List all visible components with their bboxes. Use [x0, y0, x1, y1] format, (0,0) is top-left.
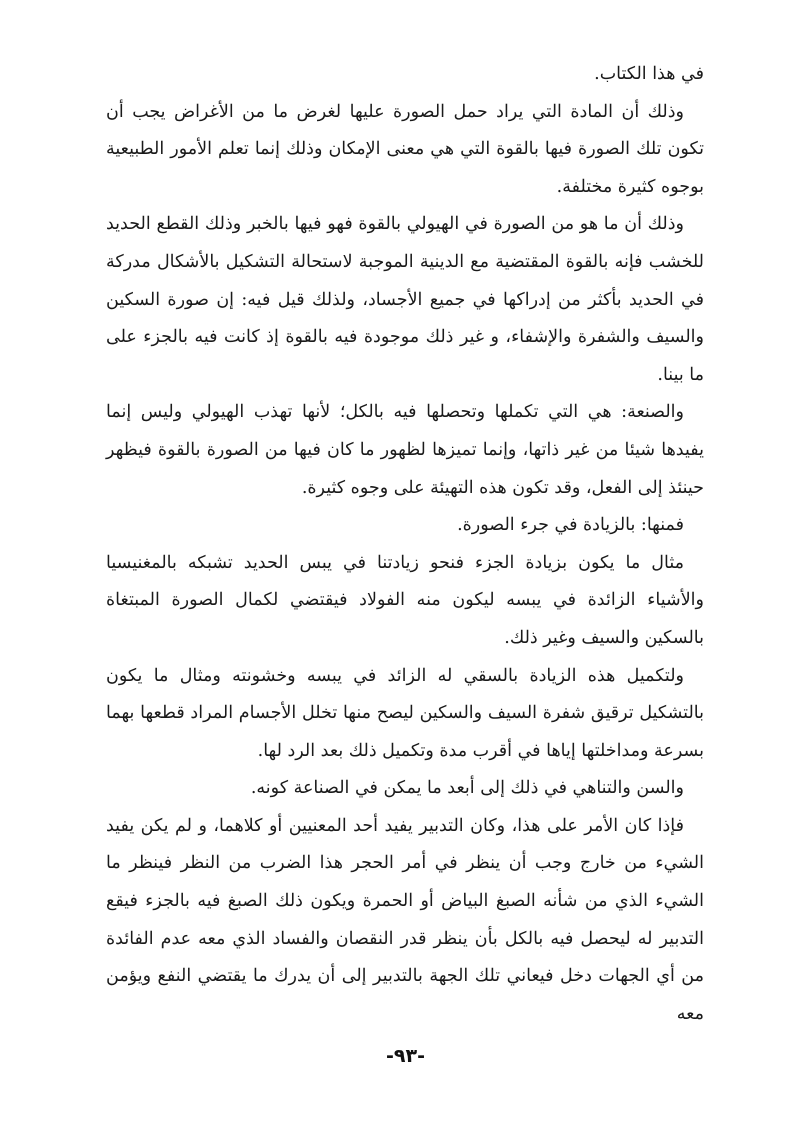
paragraph-3: وذلك أن ما هو من الصورة في الهيولي بالقوة فهو فيها بالخبر وذلك القطع الحديد للخشب فإنه بالقوة المقتضية مع الدينية الموجبة لاستحالة التشكيل بالأشكال مدركة في الحديد بأكثر من إدراكها في جميع الأجساد، ولذلك قيل فيه: إن صورة السكين والسيف والشفرة والإشفاء، و غير ذلك موجودة فيه بالقوة إذ كانت فيه بالجزء على ما بينا. [106, 214, 704, 385]
paragraph-9: فإذا كان الأمر على هذا، وكان التدبير يفيد أحد المعنيين أو كلاهما، و لم يكن يفيد الشيء من خارج وجب أن ينظر في أمر الحجر هذا الضرب من النظر فينظر ما الشيء الذي من شأنه الصبغ البياض أو الحمرة ويكون ذلك الصبغ فيه بالجزء فيقع التدبير له ليحصل فيه بالكل بأن ينظر قدر النقصان والفساد الذي معه عدم الفائدة من أي الجهات دخل فيعاني تلك الجهة بالتدبير إلى أن يدرك ما يقتضي النفع ويؤمن معه [106, 815, 704, 1024]
paragraph-4: والصنعة: هي التي تكملها وتحصلها فيه بالكل؛ لأنها تهذب الهيولي وليس إنما يفيدها شيئا من غير ذاتها، وإنما تميزها لظهور ما كان فيها من الصورة بالقوة فيظهر حينئذ إلى الفعل، وقد تكون هذه التهيئة على وجوه كثيرة. [106, 402, 704, 498]
paragraph-7: ولتكميل هذه الزيادة بالسقي له الزائد في يبسه وخشونته ومثال ما يكون بالتشكيل ترقيق شفرة السيف والسكين ليصح منها تخلل الأجسام المراد قطعها بهما بسرعة ومداخلتها إياها في أقرب مدة وتكميل ذلك بعد الرد لها. [106, 665, 704, 761]
paragraph-5: فمنها: بالزيادة في جرء الصورة. [457, 515, 684, 536]
paragraph-8: والسن والتناهي في ذلك إلى أبعد ما يمكن في الصناعة كونه. [250, 778, 684, 799]
paragraph-6: مثال ما يكون بزيادة الجزء فنحو زيادتنا في يبس الحديد تشبكه بالمغنيسيا والأشياء الزائدة في يبسه ليكون منه الفولاد فيقتضي لكمال الصورة المبتغاة بالسكين والسيف وغير ذلك. [106, 552, 704, 648]
paragraph-1: في هذا الكتاب. [594, 64, 704, 84]
paragraph-2: وذلك أن المادة التي يراد حمل الصورة عليها لغرض ما من الأغراض يجب أن تكون تلك الصورة فيها بالقوة التي هي معنى الإمكان وذلك إنما تعلم الأمور الطبيعية بوجوه كثيرة مختلفة. [106, 101, 704, 197]
body-text [106, 56, 704, 1033]
page-number: -٩٣- [386, 1045, 425, 1067]
